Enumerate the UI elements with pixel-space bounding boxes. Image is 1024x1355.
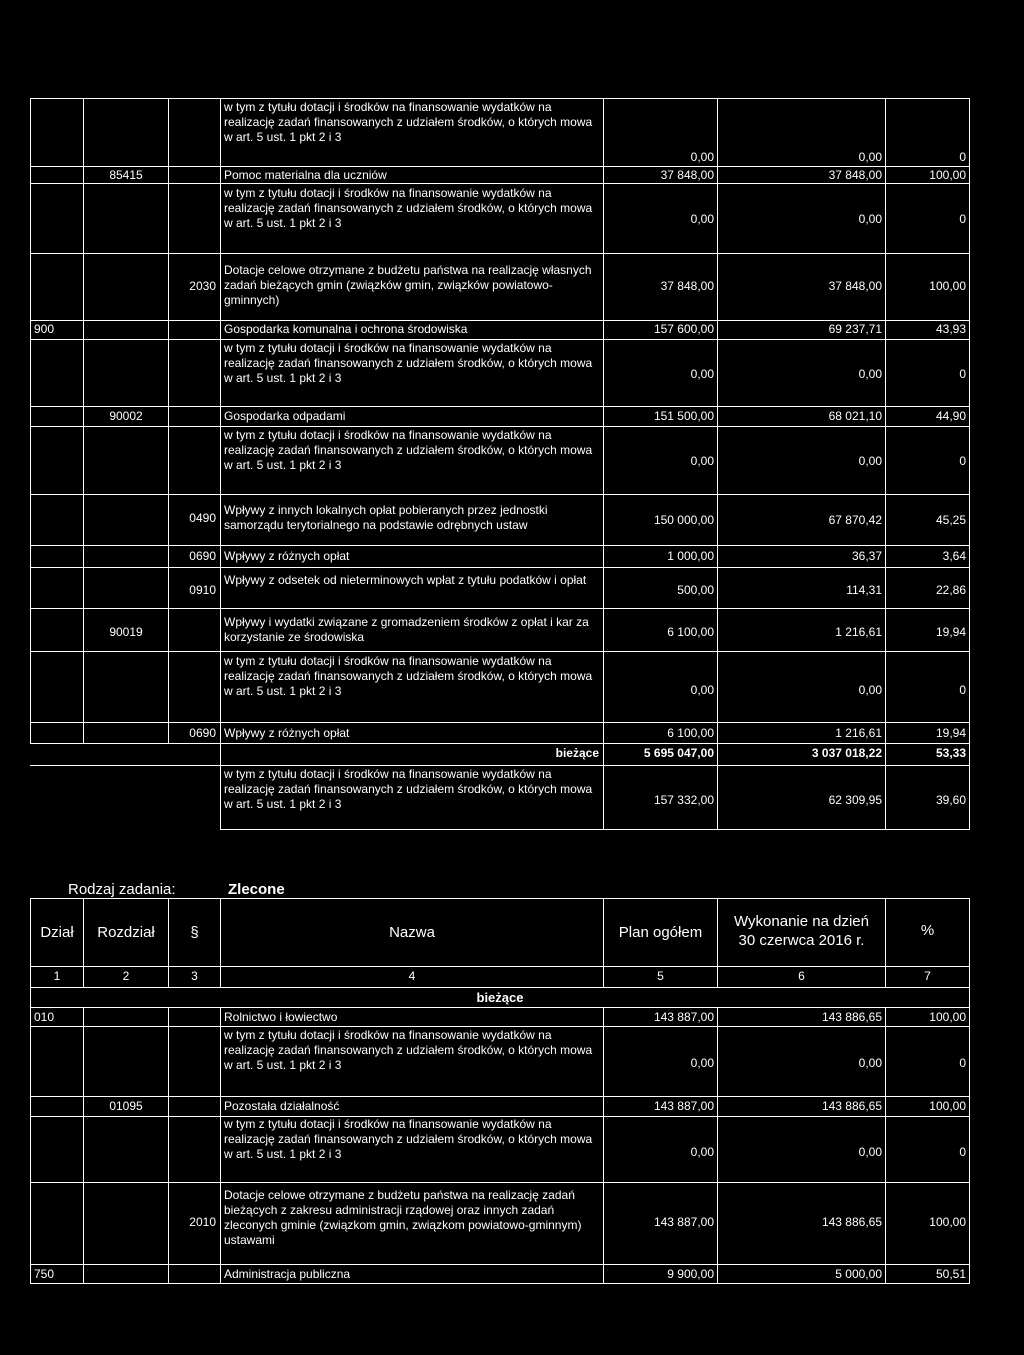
plan-value: 9 900,00 (667, 1267, 714, 1281)
dzial-code: 900 (34, 322, 55, 336)
exec-value: 0,00 (858, 1056, 882, 1070)
row-subtext: w tym z tytułu dotacji i środków na finansowanie wydatków na realizację zadań finansowanych z udziałem środków, o których mowa w art. 5 ust. 1 pkt 2 i 3 (224, 654, 593, 698)
plan-total: 5 695 047,00 (643, 746, 714, 760)
exec-value: 37 848,00 (828, 279, 882, 293)
header-rozdzial: Rozdział (97, 924, 155, 941)
row-subtext: w tym z tytułu dotacji i środków na finansowanie wydatków na realizację zadań finansowanych z udziałem środków, o których mowa w art. 5 ust. 1 pkt 2 i 3 (224, 767, 593, 811)
row-subtext: w tym z tytułu dotacji i środków na finansowanie wydatków na realizację zadań finansowanych z udziałem środków, o których mowa w art. 5 ust. 1 pkt 2 i 3 (224, 100, 593, 144)
task-type-value: Zlecone (228, 881, 285, 898)
col-number: 6 (798, 969, 805, 983)
header-wykonanie: Wykonanie na dzień (734, 913, 869, 930)
percent-value: 0 (959, 150, 966, 164)
col-number: 1 (53, 969, 61, 983)
row-name: Pozostała działalność (224, 1099, 340, 1113)
plan-value: 0,00 (690, 367, 714, 381)
col-number: 5 (657, 969, 664, 983)
percent-value: 43,93 (935, 322, 966, 336)
exec-value: 36,37 (851, 549, 882, 563)
exec-value: 69 237,71 (828, 322, 882, 336)
percent-value: 100,00 (929, 279, 966, 293)
plan-value: 150 000,00 (653, 513, 714, 527)
exec-value: 0,00 (858, 212, 882, 226)
row-name: Wpływy z innych lokalnych opłat pobieranych przez jednostki samorządu terytorialnego na podstawie odrębnych ustaw (224, 503, 548, 532)
paragraph-code: 0690 (189, 549, 216, 563)
exec-value: 67 870,42 (828, 513, 882, 527)
exec-value: 114,31 (846, 583, 882, 597)
exec-value: 0,00 (858, 150, 882, 164)
exec-value: 5 000,00 (835, 1267, 882, 1281)
percent-value: 3,64 (942, 549, 966, 563)
plan-value: 157 600,00 (653, 322, 714, 336)
header-dzial: Dział (40, 924, 74, 941)
percent-total: 53,33 (935, 746, 966, 760)
plan-value: 1 000,00 (667, 549, 714, 563)
col-number: 2 (122, 969, 130, 983)
rozdzial-code: 90019 (109, 625, 143, 639)
percent-value: 0 (959, 367, 966, 381)
section-total-label: bieżące (555, 746, 599, 760)
plan-value: 151 500,00 (653, 409, 714, 423)
percent-value: 100,00 (929, 168, 966, 182)
row-subtext: w tym z tytułu dotacji i środków na finansowanie wydatków na realizację zadań finansowanych z udziałem środków, o których mowa w art. 5 ust. 1 pkt 2 i 3 (224, 1028, 593, 1072)
header-wykonanie-date: 30 czerwca 2016 r. (738, 932, 865, 949)
percent-value: 0 (959, 683, 966, 697)
rozdzial-code: 01095 (109, 1099, 143, 1113)
plan-value: 143 887,00 (653, 1215, 714, 1229)
percent-value: 100,00 (929, 1099, 966, 1113)
percent-value: 50,51 (935, 1267, 966, 1281)
plan-value: 0,00 (690, 150, 714, 164)
plan-value: 37 848,00 (660, 168, 714, 182)
plan-value: 157 332,00 (653, 793, 714, 807)
row-name: Dotacje celowe otrzymane z budżetu państwa na realizację zadań bieżących z zakresu administracji rządowej oraz innych zadań zleconych gminie (związkom gmin, związkom powiatowo-gminnym) ustawami (224, 1188, 582, 1247)
exec-value: 37 848,00 (828, 168, 882, 182)
row-name: Wpływy i wydatki związane z gromadzeniem środków z opłat i kar za korzystanie ze środowiska (224, 615, 589, 644)
plan-value: 143 887,00 (653, 1010, 714, 1024)
row-name: Wpływy z różnych opłat (224, 726, 350, 740)
plan-value: 143 887,00 (653, 1099, 714, 1113)
row-name: Administracja publiczna (224, 1267, 351, 1281)
percent-value: 19,94 (935, 726, 966, 740)
percent-value: 19,94 (935, 625, 966, 639)
paragraph-code: 0490 (189, 511, 216, 525)
row-name: Rolnictwo i łowiectwo (224, 1010, 338, 1024)
percent-value: 0 (959, 454, 966, 468)
exec-value: 0,00 (858, 454, 882, 468)
task-type-label: Rodzaj zadania: (68, 881, 176, 898)
percent-value: 100,00 (929, 1010, 966, 1024)
plan-value: 6 100,00 (667, 726, 714, 740)
row-name: Gospodarka odpadami (224, 409, 346, 423)
paragraph-code: 0910 (189, 583, 216, 597)
plan-value: 0,00 (690, 454, 714, 468)
exec-total: 3 037 018,22 (811, 746, 882, 760)
exec-value: 1 216,61 (835, 726, 882, 740)
paragraph-code: 2030 (189, 279, 216, 293)
paragraph-code: 0690 (189, 726, 216, 740)
row-subtext: w tym z tytułu dotacji i środków na finansowanie wydatków na realizację zadań finansowanych z udziałem środków, o których mowa w art. 5 ust. 1 pkt 2 i 3 (224, 186, 593, 230)
plan-value: 0,00 (690, 1145, 714, 1159)
percent-value: 44,90 (935, 409, 966, 423)
paragraph-code: 2010 (189, 1215, 216, 1229)
rozdzial-code: 85415 (109, 168, 143, 182)
percent-value: 0 (959, 1056, 966, 1070)
header-nazwa: Nazwa (389, 924, 435, 941)
exec-value: 68 021,10 (828, 409, 882, 423)
row-name: Dotacje celowe otrzymane z budżetu państwa na realizację własnych zadań bieżących gmin (związków gmin, związków powiatowo-gminnych) (224, 263, 592, 307)
percent-value: 39,60 (935, 793, 966, 807)
rozdzial-code: 90002 (109, 409, 143, 423)
plan-value: 6 100,00 (667, 625, 714, 639)
percent-value: 100,00 (929, 1215, 966, 1229)
exec-value: 62 309,95 (828, 793, 882, 807)
percent-value: 22,86 (935, 583, 966, 597)
header-percent: % (920, 922, 935, 939)
percent-value: 0 (959, 1145, 966, 1159)
row-name: Wpływy z odsetek od nieterminowych wpłat z tytułu podatków i opłat (224, 573, 587, 587)
plan-value: 0,00 (690, 212, 714, 226)
plan-value: 0,00 (690, 1056, 714, 1070)
section-label: bieżące (476, 990, 524, 1005)
exec-value: 143 886,65 (821, 1099, 882, 1113)
header-plan: Plan ogółem (618, 924, 703, 941)
col-number: 7 (924, 969, 931, 983)
exec-value: 0,00 (858, 1145, 882, 1159)
plan-value: 0,00 (690, 683, 714, 697)
row-subtext: w tym z tytułu dotacji i środków na finansowanie wydatków na realizację zadań finansowanych z udziałem środków, o których mowa w art. 5 ust. 1 pkt 2 i 3 (224, 341, 593, 385)
dzial-code: 750 (34, 1267, 55, 1281)
dzial-code: 010 (34, 1010, 55, 1024)
exec-value: 143 886,65 (821, 1010, 882, 1024)
plan-value: 37 848,00 (660, 279, 714, 293)
exec-value: 1 216,61 (835, 625, 882, 639)
plan-value: 500,00 (677, 583, 714, 597)
row-subtext: w tym z tytułu dotacji i środków na finansowanie wydatków na realizację zadań finansowanych z udziałem środków, o których mowa w art. 5 ust. 1 pkt 2 i 3 (224, 428, 593, 472)
percent-value: 45,25 (935, 513, 966, 527)
exec-value: 143 886,65 (821, 1215, 882, 1229)
row-subtext: w tym z tytułu dotacji i środków na finansowanie wydatków na realizację zadań finansowanych z udziałem środków, o których mowa w art. 5 ust. 1 pkt 2 i 3 (224, 1117, 593, 1161)
row-name: Wpływy z różnych opłat (224, 549, 350, 563)
row-name: Gospodarka komunalna i ochrona środowiska (224, 322, 468, 336)
row-name: Pomoc materialna dla uczniów (224, 168, 387, 182)
percent-value: 0 (959, 212, 966, 226)
col-number: 4 (408, 969, 416, 983)
exec-value: 0,00 (858, 367, 882, 381)
col-number: 3 (191, 969, 198, 983)
exec-value: 0,00 (858, 683, 882, 697)
header-paragraph: § (190, 924, 199, 941)
